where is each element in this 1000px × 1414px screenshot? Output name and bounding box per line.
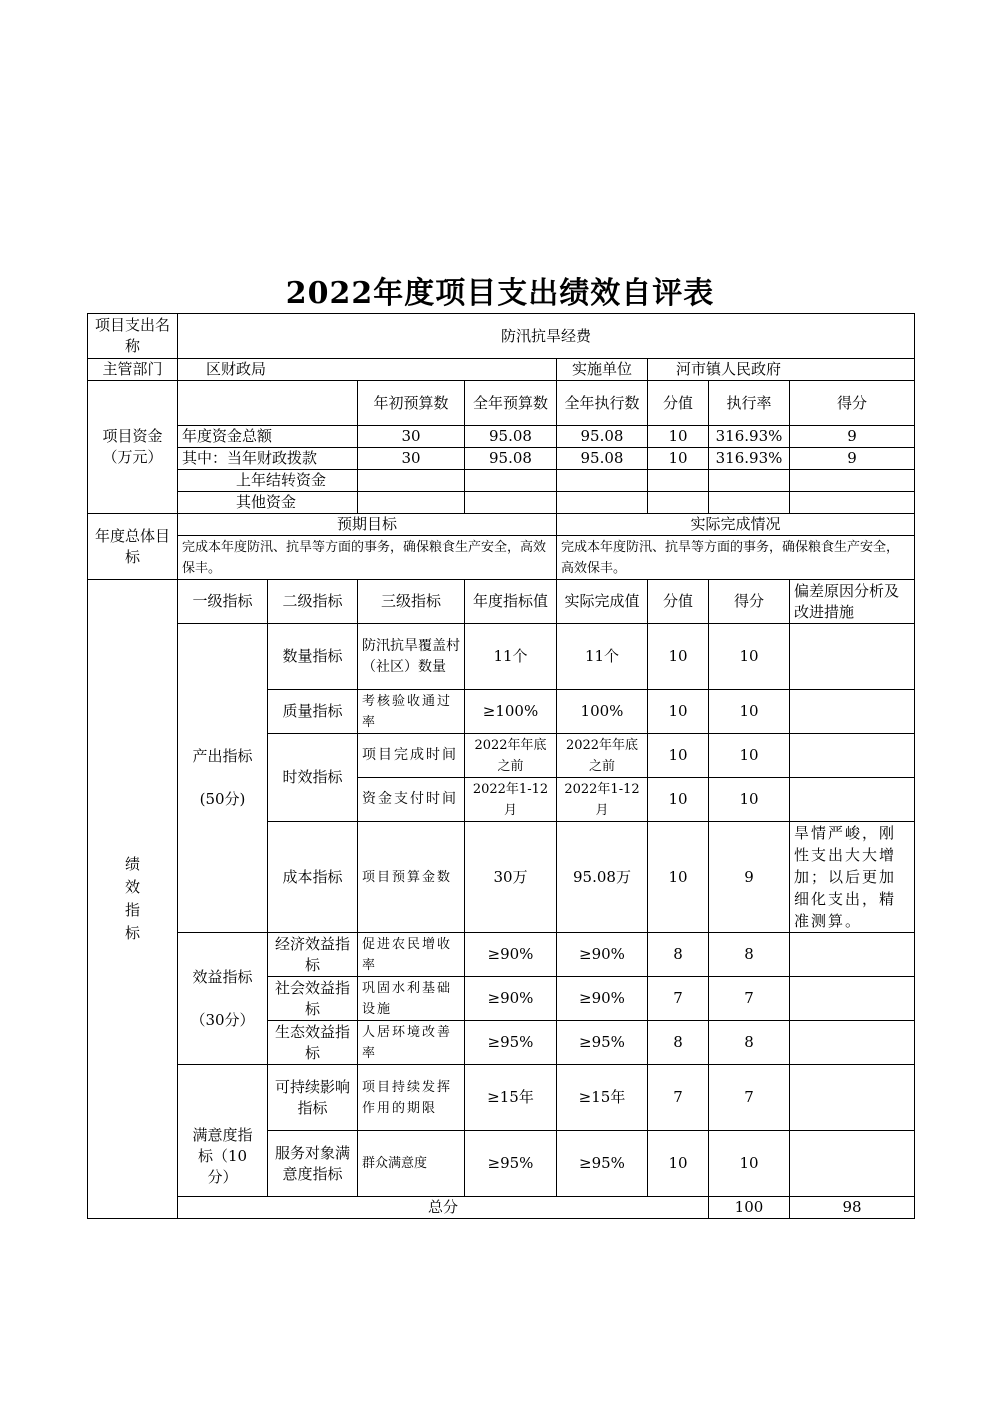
note-cell xyxy=(790,624,915,690)
page-title: 2022年度项目支出绩效自评表 xyxy=(285,276,715,311)
funds-cell xyxy=(709,492,790,514)
funds-header-blank xyxy=(178,381,358,426)
actual-cell: ≥90% xyxy=(557,933,648,977)
level2-cell: 经济效益指标 xyxy=(268,933,358,977)
perf-label xyxy=(88,580,178,1219)
funds-row-label: 其他资金 xyxy=(178,492,358,514)
funds-cell: 10 xyxy=(648,426,709,448)
dept-value: 区财政局 xyxy=(178,359,557,381)
funds-cell xyxy=(709,470,790,492)
level3-cell: 项目预算金数 xyxy=(358,822,465,933)
score-cell: 10 xyxy=(709,624,790,690)
score-cell: 10 xyxy=(709,778,790,822)
target-cell: ≥95% xyxy=(465,1131,557,1197)
level2-cell: 时效指标 xyxy=(268,734,358,822)
dept-label: 主管部门 xyxy=(88,359,178,381)
level2-cell: 数量指标 xyxy=(268,624,358,690)
funds-cell: 30 xyxy=(358,448,465,470)
project-name-label: 项目支出名称 xyxy=(88,314,178,359)
funds-cell: 316.93% xyxy=(709,426,790,448)
benefit-label: 效益指标 xyxy=(192,967,253,986)
level3-cell: 考核验收通过率 xyxy=(358,690,465,734)
target-cell: ≥95% xyxy=(465,1021,557,1065)
actual-cell: ≥95% xyxy=(557,1021,648,1065)
goal-actual-label: 实际完成情况 xyxy=(557,514,915,536)
funds-cell xyxy=(358,492,465,514)
funds-cell: 95.08 xyxy=(557,426,648,448)
benefit-score: （30分） xyxy=(190,1010,255,1029)
total-score: 98 xyxy=(790,1197,915,1219)
note-cell xyxy=(790,977,915,1021)
level2-cell: 社会效益指标 xyxy=(268,977,358,1021)
funds-header: 全年执行数 xyxy=(557,381,648,426)
score-cell: 10 xyxy=(709,1131,790,1197)
level3-cell: 项目持续发挥作用的期限 xyxy=(358,1065,465,1131)
funds-header: 年初预算数 xyxy=(358,381,465,426)
funds-cell: 95.08 xyxy=(465,448,557,470)
funds-label: 项目资金（万元） xyxy=(88,381,178,514)
perf-header: 一级指标 xyxy=(178,580,268,624)
funds-cell xyxy=(358,470,465,492)
funds-header: 得分 xyxy=(790,381,915,426)
actual-cell: 95.08万 xyxy=(557,822,648,933)
actual-cell: ≥90% xyxy=(557,977,648,1021)
note-cell xyxy=(790,1065,915,1131)
actual-cell: 2022年1-12月 xyxy=(557,778,648,822)
funds-cell: 9 xyxy=(790,448,915,470)
target-cell: ≥15年 xyxy=(465,1065,557,1131)
perf-header: 偏差原因分析及改进措施 xyxy=(790,580,915,624)
score-cell: 8 xyxy=(709,1021,790,1065)
level3-cell: 促进农民增收率 xyxy=(358,933,465,977)
funds-cell: 95.08 xyxy=(557,448,648,470)
perf-label-text: 绩效指标 xyxy=(125,855,141,942)
note-cell xyxy=(790,1131,915,1197)
level3-cell: 群众满意度 xyxy=(358,1131,465,1197)
points-cell: 10 xyxy=(648,822,709,933)
level3-cell: 巩固水利基础设施 xyxy=(358,977,465,1021)
points-cell: 10 xyxy=(648,778,709,822)
score-cell: 8 xyxy=(709,933,790,977)
satisfaction-level1 xyxy=(178,1065,268,1197)
funds-cell xyxy=(790,470,915,492)
score-cell: 10 xyxy=(709,690,790,734)
funds-header: 全年预算数 xyxy=(465,381,557,426)
level2-cell: 服务对象满意度指标 xyxy=(268,1131,358,1197)
unit-value: 河市镇人民政府 xyxy=(648,359,915,381)
funds-cell xyxy=(790,492,915,514)
points-cell: 10 xyxy=(648,734,709,778)
level3-cell: 项目完成时间 xyxy=(358,734,465,778)
funds-row-label: 其中：当年财政拨款 xyxy=(178,448,358,470)
score-cell: 10 xyxy=(709,734,790,778)
funds-cell xyxy=(465,470,557,492)
note-cell xyxy=(790,690,915,734)
funds-cell: 9 xyxy=(790,426,915,448)
actual-cell: ≥95% xyxy=(557,1131,648,1197)
funds-row-label: 上年结转资金 xyxy=(178,470,358,492)
actual-cell: 2022年年底之前 xyxy=(557,734,648,778)
funds-cell xyxy=(465,492,557,514)
points-cell: 10 xyxy=(648,624,709,690)
perf-header: 二级指标 xyxy=(268,580,358,624)
funds-cell: 316.93% xyxy=(709,448,790,470)
funds-cell: 95.08 xyxy=(465,426,557,448)
output-label: 产出指标 xyxy=(192,747,253,765)
level2-cell: 成本指标 xyxy=(268,822,358,933)
total-points: 100 xyxy=(709,1197,790,1219)
unit-label: 实施单位 xyxy=(557,359,648,381)
points-cell: 10 xyxy=(648,690,709,734)
actual-cell: 100% xyxy=(557,690,648,734)
level2-cell: 生态效益指标 xyxy=(268,1021,358,1065)
funds-header: 分值 xyxy=(648,381,709,426)
level2-cell: 可持续影响指标 xyxy=(268,1065,358,1131)
level3-cell: 防汛抗旱覆盖村（社区）数量 xyxy=(358,624,465,690)
level3-cell: 资金支付时间 xyxy=(358,778,465,822)
perf-header: 分值 xyxy=(648,580,709,624)
target-cell: 2022年年底之前 xyxy=(465,734,557,778)
target-cell: 11个 xyxy=(465,624,557,690)
note-cell xyxy=(790,734,915,778)
satisfaction-label: 满意度指标（10分） xyxy=(192,1126,253,1186)
actual-cell: 11个 xyxy=(557,624,648,690)
note-cell xyxy=(790,933,915,977)
note-cell: 旱情严峻，刚性支出大大增加；以后更加细化支出，精准测算。 xyxy=(790,822,915,933)
goal-expected-label: 预期目标 xyxy=(178,514,557,536)
points-cell: 8 xyxy=(648,933,709,977)
funds-cell xyxy=(557,492,648,514)
funds-cell xyxy=(648,470,709,492)
goal-actual-text: 完成本年度防汛、抗旱等方面的事务，确保粮食生产安全，高效保丰。 xyxy=(557,536,915,580)
target-cell: ≥100% xyxy=(465,690,557,734)
funds-cell: 10 xyxy=(648,448,709,470)
goal-label: 年度总体目标 xyxy=(88,514,178,580)
score-cell: 9 xyxy=(709,822,790,933)
points-cell: 7 xyxy=(648,977,709,1021)
target-cell: ≥90% xyxy=(465,977,557,1021)
funds-cell xyxy=(648,492,709,514)
note-cell xyxy=(790,778,915,822)
points-cell: 7 xyxy=(648,1065,709,1131)
perf-header: 三级指标 xyxy=(358,580,465,624)
perf-header: 得分 xyxy=(709,580,790,624)
actual-cell: ≥15年 xyxy=(557,1065,648,1131)
perf-header: 年度指标值 xyxy=(465,580,557,624)
target-cell: 2022年1-12月 xyxy=(465,778,557,822)
level3-cell: 人居环境改善率 xyxy=(358,1021,465,1065)
funds-cell: 30 xyxy=(358,426,465,448)
target-cell: ≥90% xyxy=(465,933,557,977)
benefit-level1 xyxy=(178,933,268,1065)
funds-cell xyxy=(557,470,648,492)
project-name: 防汛抗旱经费 xyxy=(178,314,915,359)
funds-header: 执行率 xyxy=(709,381,790,426)
output-level1 xyxy=(178,624,268,933)
perf-header: 实际完成值 xyxy=(557,580,648,624)
total-label: 总分 xyxy=(178,1197,709,1219)
points-cell: 10 xyxy=(648,1131,709,1197)
goal-expected-text: 完成本年度防汛、抗旱等方面的事务，确保粮食生产安全，高效保丰。 xyxy=(178,536,557,580)
points-cell: 8 xyxy=(648,1021,709,1065)
self-evaluation-table xyxy=(87,313,915,1219)
score-cell: 7 xyxy=(709,977,790,1021)
note-cell xyxy=(790,1021,915,1065)
funds-row-label: 年度资金总额 xyxy=(178,426,358,448)
score-cell: 7 xyxy=(709,1065,790,1131)
level2-cell: 质量指标 xyxy=(268,690,358,734)
output-score: (50分) xyxy=(199,790,246,808)
target-cell: 30万 xyxy=(465,822,557,933)
